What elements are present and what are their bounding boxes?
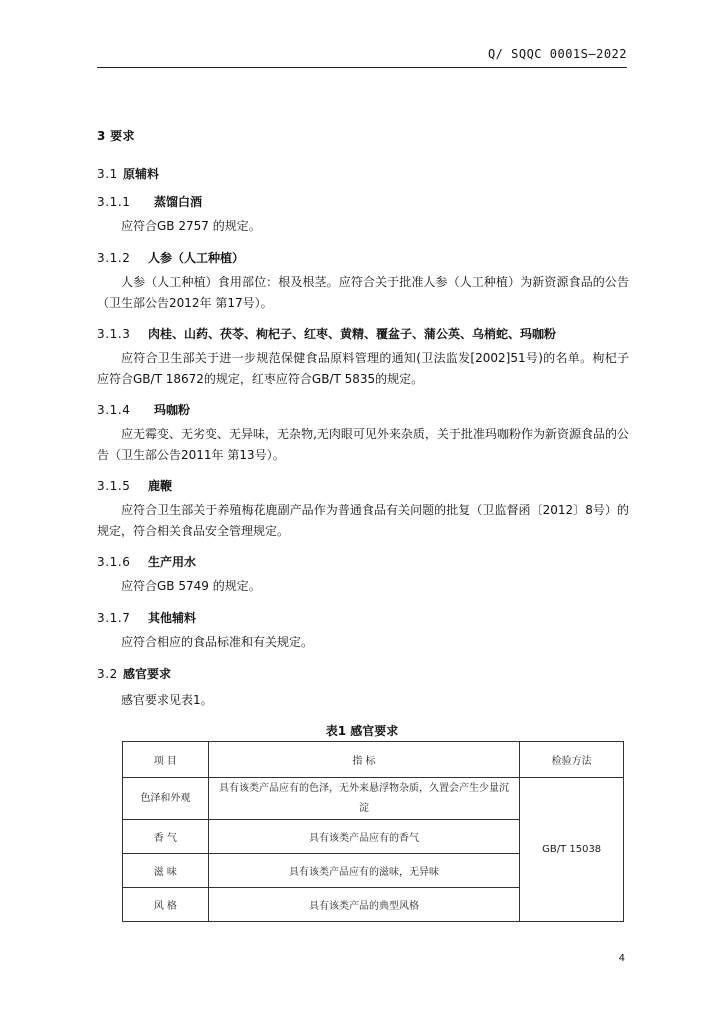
section-3-1-2-heading	[97, 249, 244, 266]
section-3-1-7-heading	[97, 609, 196, 626]
test-method-cell: GB/T 15038	[520, 778, 624, 922]
section-3-1-5-text: 应符合卫生部关于养殖梅花鹿副产品作为普通食品有关问题的批复（卫监督函〔2012〕8号）的规定，符合相关食品安全管理规定。	[97, 503, 629, 538]
header-item: 项 目	[123, 742, 209, 778]
section-3-1-1-heading	[97, 193, 202, 210]
table-caption: 表1 感官要求	[325, 724, 399, 738]
row-item: 香 气	[123, 820, 209, 854]
row-item: 滋 味	[123, 854, 209, 888]
section-number: 3.1.6	[97, 555, 131, 569]
row-item: 风 格	[123, 888, 209, 922]
document-code: Q/ SQQC 0001S—2022	[487, 47, 627, 61]
section-3-2-text: 感官要求见表1。	[121, 693, 213, 707]
section-title: 生产用水	[148, 555, 197, 569]
section-number: 3.1.7	[97, 611, 131, 625]
section-number: 3.1.1	[97, 195, 131, 209]
section-number: 3.2	[97, 667, 118, 681]
section-number: 3.1	[97, 167, 118, 181]
header-divider	[97, 67, 627, 68]
section-3-heading	[97, 127, 135, 144]
section-title: 人参（人工种植）	[148, 251, 245, 265]
section-title: 玛咖粉	[154, 403, 191, 417]
section-number: 3.1.4	[97, 403, 131, 417]
section-3-1-1-text: 应符合GB 2757 的规定。	[121, 219, 261, 233]
row-indicator: 具有该类产品的典型风格	[208, 888, 520, 922]
section-number: 3.1.3	[97, 327, 131, 341]
section-3-1-5-heading	[97, 477, 172, 494]
section-3-1-3-text: 应符合卫生部关于进一步规范保健食品原料管理的通知(卫法监发[2002]51号)的名单。枸杞子应符合GB/T 18672的规定，红枣应符合GB/T 5835的规定。	[97, 351, 629, 386]
section-3-1-6-text: 应符合GB 5749 的规定。	[121, 579, 261, 593]
section-number: 3	[97, 129, 106, 143]
section-title: 感官要求	[123, 667, 172, 681]
section-3-1-3-heading	[97, 325, 556, 342]
row-indicator: 具有该类产品应有的色泽，无外来悬浮物杂质，久置会产生少量沉淀	[208, 778, 520, 820]
section-title: 要求	[110, 129, 135, 143]
row-indicator: 具有该类产品应有的滋味，无异味	[208, 854, 520, 888]
section-3-1-4-heading	[97, 401, 190, 418]
table-row	[123, 778, 624, 820]
row-item: 色泽和外观	[123, 778, 209, 820]
row-indicator: 具有该类产品应有的香气	[208, 820, 520, 854]
table-header-row	[123, 742, 624, 778]
sensory-requirements-table	[122, 741, 624, 922]
section-title: 蒸馏白酒	[154, 195, 203, 209]
section-title: 原辅料	[123, 167, 160, 181]
section-title: 其他辅料	[148, 611, 197, 625]
section-3-2-heading	[97, 665, 171, 682]
section-3-1-heading	[97, 165, 159, 182]
section-number: 3.1.5	[97, 479, 131, 493]
header-indicator: 指 标	[208, 742, 520, 778]
header-test-method: 检验方法	[520, 742, 624, 778]
section-3-1-2-text: 人参（人工种植）食用部位：根及根茎。应符合关于批准人参（人工种植）为新资源食品的公告（卫生部公告2012年 第17号）。	[97, 275, 629, 310]
section-3-1-6-heading	[97, 553, 196, 570]
section-number: 3.1.2	[97, 251, 131, 265]
page-number: 4	[618, 953, 625, 964]
section-title: 鹿鞭	[148, 479, 173, 493]
section-title: 肉桂、山药、茯苓、枸杞子、红枣、黄精、覆盆子、蒲公英、乌梢蛇、玛咖粉	[148, 327, 557, 341]
section-3-1-7-text: 应符合相应的食品标准和有关规定。	[121, 635, 314, 649]
section-3-1-4-text: 应无霉变、无劣变、无异味，无杂物,无肉眼可见外来杂质，关于批准玛咖粉作为新资源食品的公告（卫生部公告2011年 第13号）。	[97, 427, 629, 462]
